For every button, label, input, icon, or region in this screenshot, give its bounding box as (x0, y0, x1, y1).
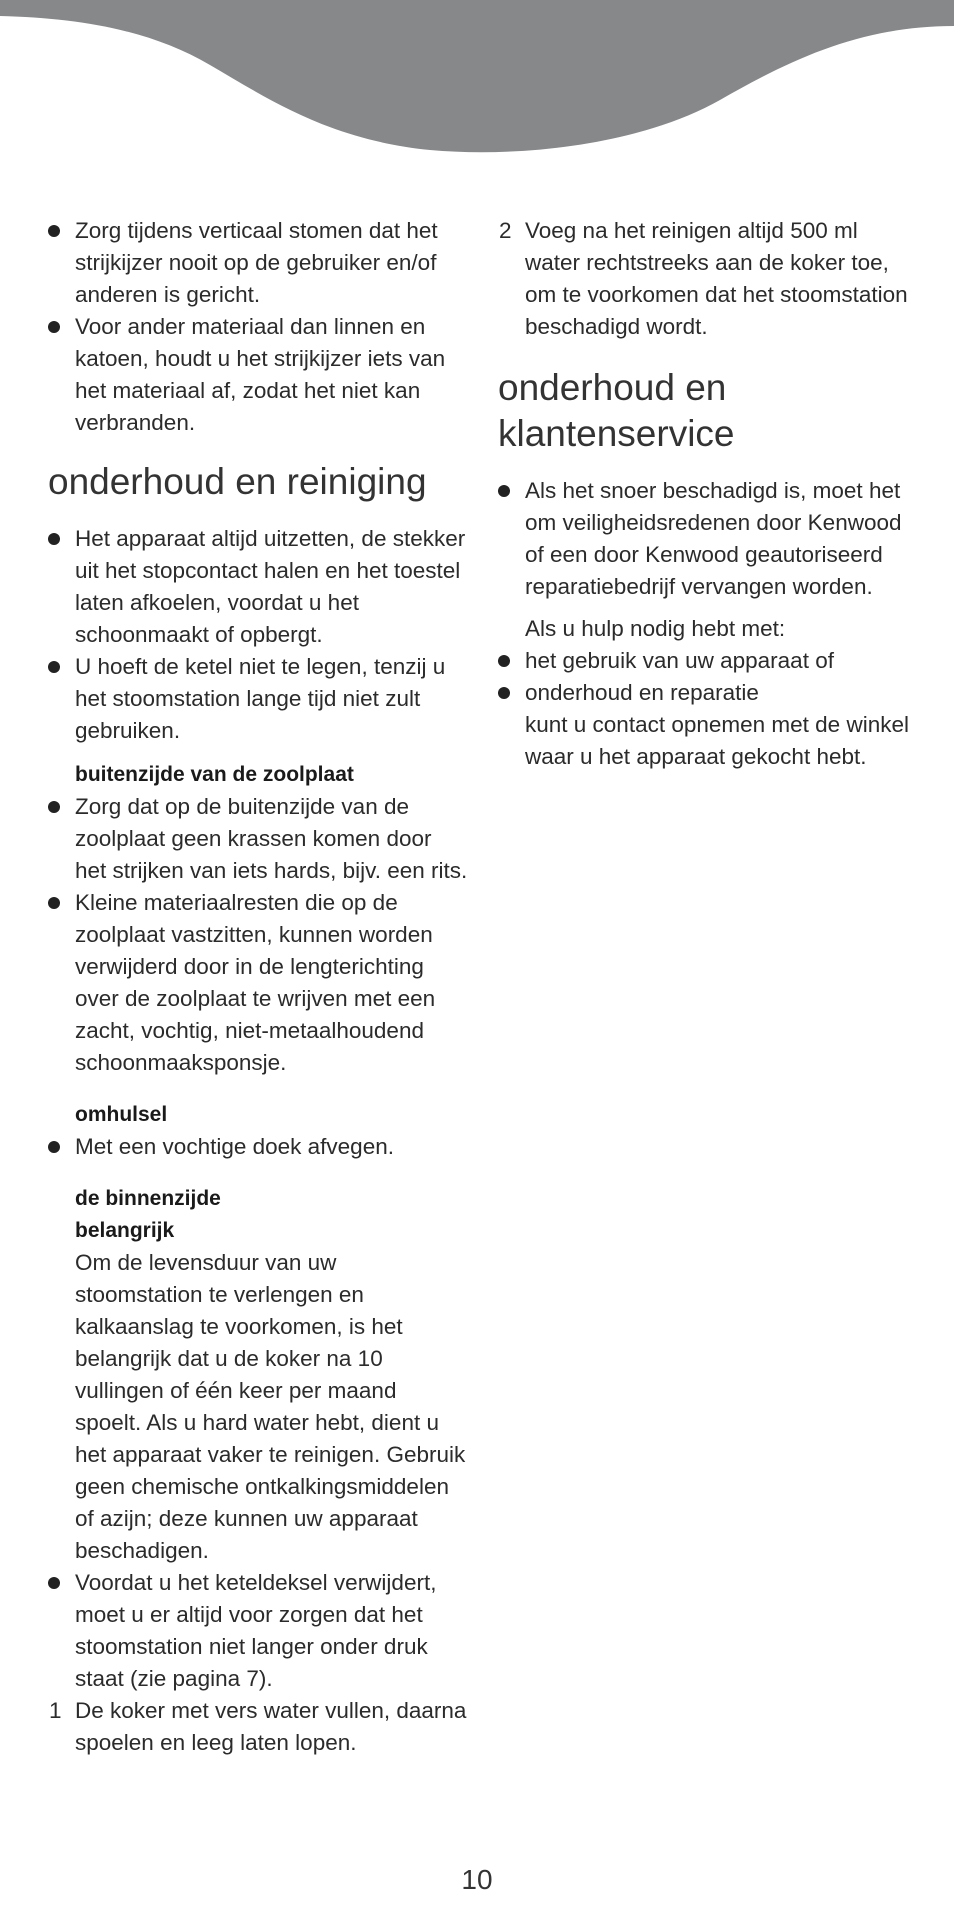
list-item: Voordat u het keteldeksel verwijdert, moet u er altijd voor zorgen dat het stoomstation niet langer onder druk staat (zie pagina 7). (48, 1567, 468, 1695)
step-number: 2 (499, 218, 512, 243)
list-item: Met een vochtige doek afvegen. (48, 1131, 468, 1163)
list-item: Zorg tijdens verticaal stomen dat het strijkijzer nooit op de gebruiker en/of anderen is gericht. (48, 215, 468, 311)
bullet-icon (48, 1577, 60, 1589)
bullet-icon (48, 1141, 60, 1153)
list-item: Voor ander materiaal dan linnen en katoen, houdt u het strijkijzer iets van het materiaal af, zodat het niet kan verbranden. (48, 311, 468, 439)
numbered-step: 1 De koker met vers water vullen, daarna spoelen en leeg laten lopen. (48, 1695, 468, 1759)
left-column (48, 215, 468, 1759)
help-outro: kunt u contact opnemen met de winkel waar u het apparaat gekocht hebt. (525, 712, 909, 769)
section-heading-service: onderhoud en klantenservice (498, 367, 735, 454)
subheading-housing: omhulsel (75, 1103, 168, 1126)
bullet-icon (48, 661, 60, 673)
list-item: Kleine materiaalresten die op de zoolplaat vastzitten, kunnen worden verwijderd door in de lengterichting over de zoolplaat te wrijven met een zacht, vochtig, niet-metaalhoudend schoonmaaksponsje. (48, 887, 468, 1079)
subheading-inside: de binnenzijde (75, 1187, 221, 1210)
header-wave-decoration (0, 0, 954, 160)
bullet-icon (498, 687, 510, 699)
list-item: U hoeft de ketel niet te legen, tenzij u het stoomstation lange tijd niet zult gebruiken. (48, 651, 468, 747)
subheading-soleplate: buitenzijde van de zoolplaat (75, 763, 354, 786)
bullet-icon (48, 533, 60, 545)
help-intro: Als u hulp nodig hebt met: (525, 616, 786, 641)
right-column (498, 215, 918, 773)
section-heading-maintenance: onderhoud en reiniging (48, 461, 427, 502)
numbered-step: 2 Voeg na het reinigen altijd 500 ml water rechtstreeks aan de koker toe, om te voorkomen dat het stoomstation beschadigd wordt. (498, 215, 918, 343)
list-item: Als het snoer beschadigd is, moet het om veiligheidsredenen door Kenwood of een door Kenwood geautoriseerd reparatiebedrijf vervangen worden. (498, 475, 918, 603)
bullet-icon (48, 321, 60, 333)
bullet-icon (498, 655, 510, 667)
bullet-icon (498, 485, 510, 497)
list-item: Het apparaat altijd uitzetten, de stekker uit het stopcontact halen en het toestel laten afkoelen, voordat u het schoonmaakt of opbergt. (48, 523, 468, 651)
bullet-icon (48, 897, 60, 909)
important-paragraph: Om de levensduur van uw stoomstation te verlengen en kalkaanslag te voorkomen, is het belangrijk dat u de koker na 10 vullingen of één keer per maand spoelt. Als u hard water hebt, dient u het apparaat vaker te reinigen. Gebruik geen chemische ontkalkingsmiddelen of azijn; deze kunnen uw apparaat beschadigen. (75, 1250, 466, 1563)
subheading-important: belangrijk (75, 1219, 175, 1242)
page-number: 10 (461, 1864, 493, 1895)
list-item: onderhoud en reparatie (498, 677, 918, 709)
step-number: 1 (49, 1698, 62, 1723)
bullet-icon (48, 225, 60, 237)
bullet-icon (48, 801, 60, 813)
list-item: het gebruik van uw apparaat of (498, 645, 918, 677)
list-item: Zorg dat op de buitenzijde van de zoolplaat geen krassen komen door het strijken van iets hards, bijv. een rits. (48, 791, 468, 887)
